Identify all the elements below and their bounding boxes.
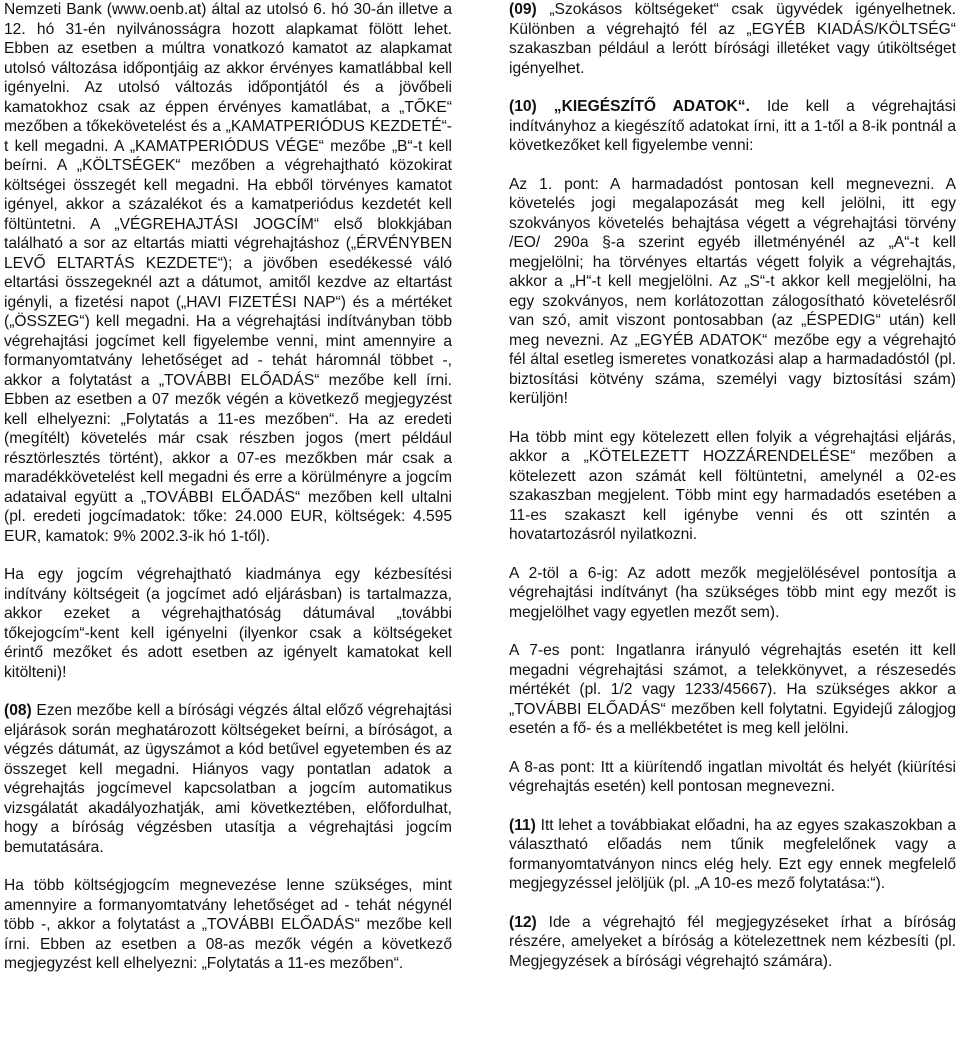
point-7-paragraph: A 7-es pont: Ingatlanra irányuló végrehajtás esetén itt kell megadni végrehajtási számot, a telekkönyvet, a részesedés mértékét (pl. 1/2 vagy 1233/45667). Ha szükséges akkor a „TOVÁBBI ELŐADÁS“ mezőben kell folytatni. Egyidejű zálogjog esetén a fő- és a mellékbetétet is meg kell jelölni. [509,642,956,737]
left-paragraph-4: Ha több költségjogcím megnevezése lenne szükséges, mint amennyire a formanyomtatvány lehetőséget ad - tehát négynél több -, akkor a folytatást a „TOVÁBBI ELŐADÁS“ mezőbe kell írni. Ebben az esetben a 08-as mezők végén a következő megjegyzést kell elhelyezni: „Folytatás a 11-es mezőben“. [4,877,452,972]
section-08-text: Ezen mezőbe kell a bírósági végzés által előző végrehajtási eljárások során meghatározott költségeket beírni, a bíróságot, a végzés dátumát, az ügyszámot a kód betűvel egyetemben és az összeget kell megadni. Hiányos vagy pontatlan adatok a végrehajtás jogcímevel kapcsolatban a jogcím automatikus vizsgálatát akadályozhatják, ami következtében, előfordulhat, hogy a bíróság végzésben utasítja a végrehajtási jogcím bemutatására. [4,702,452,856]
section-12-paragraph [509,913,956,972]
left-paragraph-1: Nemzeti Bank (www.oenb.at) által az utolsó 6. hó 30-án illetve a 12. hó 31-én nyilvánosságra hozott alapkamat fölött lehet. Ebben az esetben a múltra vonatkozó kamatot az alapkamat utolsó változása időpontjáig az akkor érvényes kamatlábbal kell igényelni. Az utolsó változás időpontjától és a jövőbeli kamatokhoz csak az éppen érvényes kamatlábat, a „TŐKE“ mezőben a tőkekövetelést és a „KAMATPERIÓDUS KEZDETÉ“-t kell megadni. A „KAMATPERIÓDUS VÉGE“ mezőbe „B“-t kell beírni. A „KÖLTSÉGEK“ mezőben a végrehajtható közokirat költségei összegét kell megadni. Ha ebből törvényes kamatot igényel, akkor a százalékot és a kamatperiódus kezdetét kell föltüntetni. A „VÉGREHAJTÁSI JOGCÍM“ első blokkjában található a sor az eltartás miatti végrehajtáshoz („ÉRVÉNYBEN LEVŐ ELTARTÁS KEZDETE“); a jövőben esedékessé váló eltartási összegeknél azt a dátumot, amitől kezdve az eltartást igényli, a fizetési napot („HAVI FIZETÉSI NAP“) és a mértéket („ÖSSZEG“) kell megadni. Ha a végrehajtási indítványban több végrehajtási jogcímet kell figyelembe venni, mint amennyire a formanyomtatvány lehetőséget ad - tehát háromnál többet -, akkor a folytatást a „TOVÁBBI ELŐADÁS“ mezőbe kell írni. Ebben az esetben a 07 mezők végén a következő megjegyzést kell elhelyezni: „Folytatás a 11-es mezőben“. Ha az eredeti (megítélt) követelés már csak részben jogos (mert például résztörlesztés történt), akkor a 07-es mezőkben már csak a maradékkövetelést kell megadni és erre a körülményre a jogcím adataival együtt a „TOVÁBBI ELŐADÁS“ mezőben kell ultalni (pl. eredeti jogcímadatok: tőke: 24.000 EUR, költségek: 4.595 EUR, kamatok: 9% 2002.3-ik hó 1-től). [4,1,452,545]
points-2-6-paragraph: A 2-töl a 6-ig: Az adott mezők megjelölésével pontosítja a végrehajtási indítványt (ha szükséges több mint egy mezőt is megjelölhet vagy egyetlen mezőt sem). [509,564,956,621]
section-10-paragraph [509,97,956,156]
section-10-text: Ide kell a végrehajtási indítványhoz a kiegészítő adatokat írni, itt a 1-től a 8-ik pontnál a következőket kell figyelembe venni: [509,98,956,154]
section-12-label: (12) [509,913,537,931]
section-11-text: Itt lehet a továbbiakat előadni, ha az egyes szakaszokban a választható előadás nem tűnik megfelelőnek vagy a formanyomtatványon nincs elég hely. Ezt egy ennek megfelelő megjegyzéssel jelöljük (pl. „A 10-es mező folytatása:“). [509,816,956,892]
section-12-text: Ide a végrehajtó fél megjegyzéseket írhat a bíróság részére, amelyeket a bíróság a kötelezettnek nem kézbesíti (pl. Megjegyzések a bírósági végrehajtó számára). [509,913,956,970]
section-09-text: „Szokásos költségeket“ csak ügyvédek igényelhetnek. Különben a végrehajtó fél az „EGYÉB KIADÁS/KÖLTSÉG“ szakaszban például a lerótt bírósági illetéket vagy útiköltséget igényelhet. [509,1,956,77]
section-09-label: (09) [509,1,537,18]
left-column [4,0,452,974]
multiple-debtors-paragraph: Ha több mint egy kötelezett ellen folyik a végrehajtási eljárás, akkor a „KÖTELEZETT HOZZÁRENDELÉSE“ mezőben a kötelezett azon számát kell föltüntetni, amelynél a 02-es szakaszban megjelent. Több mint egy harmadadós esetében a 11-es szakaszt kell igénybe venni és ott szintén a hovatartozásról nyilatkozni. [509,428,956,543]
section-08-paragraph [4,701,452,857]
section-08-label: (08) [4,702,32,719]
section-11-label: (11) [509,816,536,834]
right-column [509,0,956,971]
point-8-paragraph: A 8-as pont: Itt a kiürítendő ingatlan mivoltát és helyét (kiürítési végrehajtás esetén) kell pontosan megnevezni. [509,758,956,795]
section-11-paragraph [509,816,956,894]
left-paragraph-2: Ha egy jogcím végrehajtható kiadmánya egy kézbesítési indítvány költségeit (a jogcímet adó eljárásban) is tartalmazza, akkor ezeket a végrehajthatóság dátumával „további tőkejogcím“-kent kell igényelni (ilyenkor csak a költségeket érintő mezőket és adott esetben az igényelt kamatokat kell kitölteni)! [4,566,452,681]
point-1-paragraph: Az 1. pont: A harmadadóst pontosan kell megnevezni. A követelés jogi megalapozását meg kell jelölni, itt egy szokványos követelés behajtása végett a végrehajtási törvény /EO/ 290a §-a szerint egyéb illetményénél az „A“-t kell megjelölni; ha törvényes eltartás végett folyik a végrehajtás, akkor a „H“-t kell megjelölni. Az „S“-t akkor kell megjelölni, ha egy szokványos, nem korlátozottan zálogosítható követelésről van szó, amit viszont pontosabban (az „ÉSPEDIG“ után) kell meg nevezni. Az „EGYÉB ADATOK“ mezőbe egy a végrehajtó fél által esetleg ismeretes vonatkozási alap a harmadadóstól (pl. biztosítási kötvény száma, személyi vagy biztosítási szám) kerüljön! [509,175,956,407]
section-10-label: (10) „KIEGÉSZÍTŐ ADATOK“. [509,98,750,115]
section-09-paragraph [509,0,956,78]
